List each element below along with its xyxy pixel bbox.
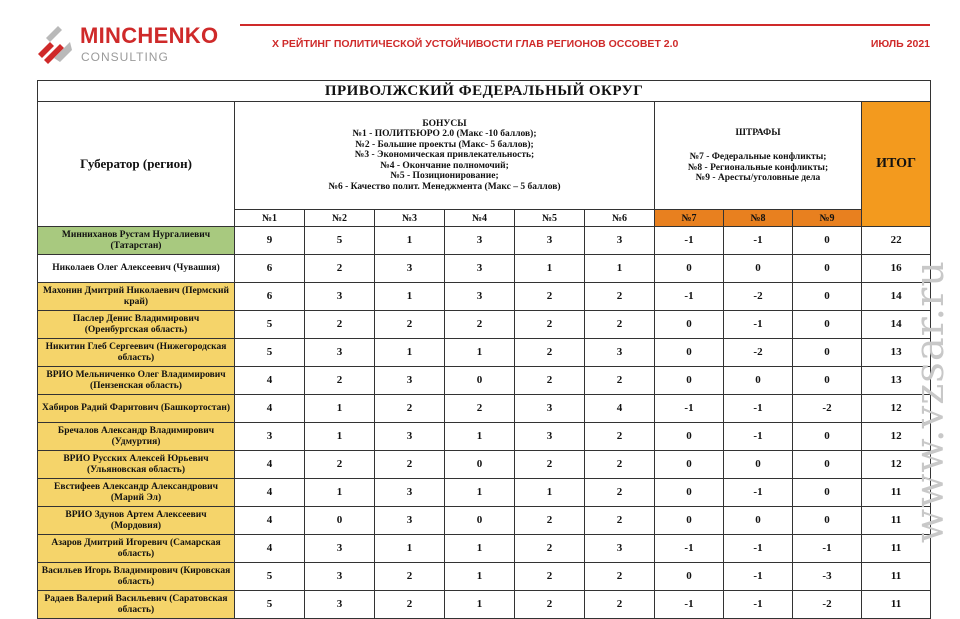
bonus-line: №1 - ПОЛИТБЮРО 2.0 (Макс -10 баллов); — [352, 129, 537, 140]
column-header-1: №1 — [235, 210, 305, 227]
score-cell: 3 — [515, 227, 585, 255]
table-row — [38, 255, 931, 283]
score-cell: 0 — [445, 367, 515, 395]
score-cell: 3 — [515, 423, 585, 451]
fine-line: №9 - Аресты/уголовные дела — [695, 172, 821, 183]
table-row — [38, 479, 931, 507]
score-cell: 2 — [305, 255, 375, 283]
score-cell: 4 — [235, 479, 305, 507]
score-cell: 0 — [793, 227, 862, 255]
fine-title: ШТРАФЫ — [735, 127, 781, 138]
score-cell: -1 — [724, 227, 793, 255]
score-cell: 2 — [515, 535, 585, 563]
score-cell: 1 — [445, 563, 515, 591]
score-cell: 0 — [793, 283, 862, 311]
score-cell: 4 — [235, 367, 305, 395]
score-cell: 4 — [235, 451, 305, 479]
score-cell: 1 — [445, 423, 515, 451]
fine-line: №7 - Федеральные конфликты; — [689, 152, 827, 163]
bonus-line: №4 - Окончание полномочий; — [380, 160, 509, 171]
score-cell: -1 — [724, 311, 793, 339]
score-cell: 0 — [655, 311, 724, 339]
score-cell: -2 — [793, 395, 862, 423]
district-title: ПРИВОЛЖСКИЙ ФЕДЕРАЛЬНЫЙ ОКРУГ — [38, 81, 931, 102]
score-cell: 3 — [445, 227, 515, 255]
score-cell: 2 — [515, 563, 585, 591]
score-cell: 0 — [655, 255, 724, 283]
table-row — [38, 395, 931, 423]
score-cell: 5 — [235, 339, 305, 367]
score-cell: 3 — [305, 591, 375, 619]
governor-name: ВРИО Мельниченко Олег Владимирович (Пензенская область) — [38, 367, 235, 395]
score-cell: 2 — [375, 395, 445, 423]
score-cell: 1 — [445, 479, 515, 507]
score-cell: 3 — [445, 255, 515, 283]
score-cell: -1 — [655, 591, 724, 619]
total-cell: 11 — [862, 507, 931, 535]
fine-header — [655, 102, 862, 210]
bonus-header — [235, 102, 655, 210]
score-cell: 3 — [375, 367, 445, 395]
score-cell: 0 — [655, 451, 724, 479]
score-cell: 1 — [375, 283, 445, 311]
bonus-line: №3 - Экономическая привлекательность; — [354, 150, 535, 161]
table-row — [38, 367, 931, 395]
score-cell: 2 — [445, 311, 515, 339]
score-cell: 5 — [305, 227, 375, 255]
score-cell: 2 — [445, 395, 515, 423]
score-cell: 3 — [375, 423, 445, 451]
score-cell: 3 — [515, 395, 585, 423]
score-cell: 2 — [305, 451, 375, 479]
bonus-line: №5 - Позиционирование; — [390, 171, 499, 182]
score-cell: 5 — [235, 311, 305, 339]
governor-name: Евстифеев Александр Александрович (Марий Эл) — [38, 479, 235, 507]
column-header-9: №9 — [793, 210, 862, 227]
governor-name: Радаев Валерий Васильевич (Саратовская область) — [38, 591, 235, 619]
score-cell: 2 — [515, 283, 585, 311]
total-cell: 16 — [862, 255, 931, 283]
score-cell: 2 — [585, 507, 655, 535]
column-header-7: №7 — [655, 210, 724, 227]
table-row — [38, 283, 931, 311]
score-cell: -3 — [793, 563, 862, 591]
score-cell: 2 — [585, 591, 655, 619]
column-header-4: №4 — [445, 210, 515, 227]
score-cell: 4 — [235, 395, 305, 423]
score-cell: 2 — [375, 311, 445, 339]
score-cell: 5 — [235, 591, 305, 619]
score-cell: 1 — [445, 339, 515, 367]
governor-column-header: Губератор (регион) — [38, 102, 235, 227]
minchenko-logo-icon — [36, 24, 76, 64]
score-cell: 3 — [375, 507, 445, 535]
governor-name: Хабиров Радий Фаритович (Башкортостан) — [38, 395, 235, 423]
score-cell: 3 — [375, 255, 445, 283]
score-cell: 1 — [375, 227, 445, 255]
total-cell: 13 — [862, 339, 931, 367]
score-cell: 2 — [585, 311, 655, 339]
score-cell: -1 — [655, 395, 724, 423]
score-cell: 2 — [585, 283, 655, 311]
score-cell: 0 — [724, 451, 793, 479]
score-cell: -2 — [724, 339, 793, 367]
score-cell: -1 — [724, 423, 793, 451]
score-cell: 0 — [724, 255, 793, 283]
column-header-3: №3 — [375, 210, 445, 227]
table-row — [38, 563, 931, 591]
report-title: X РЕЙТИНГ ПОЛИТИЧЕСКОЙ УСТОЙЧИВОСТИ ГЛАВ РЕГИОНОВ ОССОВЕТ 2.0 — [272, 38, 679, 50]
score-cell: 0 — [793, 423, 862, 451]
table-row — [38, 227, 931, 255]
score-cell: 2 — [585, 451, 655, 479]
column-header-6: №6 — [585, 210, 655, 227]
governor-name: Азаров Дмитрий Игоревич (Самарская область) — [38, 535, 235, 563]
total-cell: 11 — [862, 535, 931, 563]
score-cell: 1 — [515, 479, 585, 507]
bonus-title: БОНУСЫ — [422, 118, 467, 129]
score-cell: 2 — [515, 507, 585, 535]
score-cell: 9 — [235, 227, 305, 255]
score-cell: -1 — [724, 591, 793, 619]
score-cell: 6 — [235, 283, 305, 311]
total-column-header: ИТОГ — [862, 102, 931, 227]
score-cell: 4 — [235, 507, 305, 535]
governor-name: Минниханов Рустам Нургалиевич (Татарстан) — [38, 227, 235, 255]
page-header — [0, 0, 960, 80]
score-cell: 3 — [305, 283, 375, 311]
total-cell: 14 — [862, 311, 931, 339]
total-cell: 11 — [862, 563, 931, 591]
governor-name: Никитин Глеб Сергеевич (Нижегородская область) — [38, 339, 235, 367]
score-cell: 0 — [793, 339, 862, 367]
score-cell: 0 — [655, 507, 724, 535]
score-cell: 0 — [445, 507, 515, 535]
report-date: ИЮЛЬ 2021 — [870, 38, 930, 50]
score-cell: 2 — [305, 311, 375, 339]
score-cell: -1 — [655, 535, 724, 563]
score-cell: 3 — [305, 339, 375, 367]
governor-name: Бречалов Александр Владимирович (Удмуртия) — [38, 423, 235, 451]
score-cell: 1 — [305, 395, 375, 423]
score-cell: 3 — [585, 535, 655, 563]
brand-subtitle: CONSULTING — [81, 50, 169, 64]
score-cell: 1 — [305, 479, 375, 507]
score-cell: 0 — [655, 339, 724, 367]
score-cell: 0 — [793, 479, 862, 507]
governor-name: ВРИО Русских Алексей Юрьевич (Ульяновская область) — [38, 451, 235, 479]
score-cell: 2 — [375, 451, 445, 479]
total-cell: 22 — [862, 227, 931, 255]
total-cell: 13 — [862, 367, 931, 395]
score-cell: 0 — [793, 367, 862, 395]
score-cell: -1 — [793, 535, 862, 563]
table-row — [38, 507, 931, 535]
score-cell: 2 — [375, 591, 445, 619]
site-watermark: www.vzsar.ru — [907, 260, 953, 544]
total-cell: 11 — [862, 591, 931, 619]
table-row — [38, 423, 931, 451]
score-cell: 1 — [585, 255, 655, 283]
fine-line: №8 - Региональные конфликты; — [687, 162, 829, 173]
score-cell: 3 — [585, 227, 655, 255]
score-cell: 1 — [375, 535, 445, 563]
score-cell: 2 — [585, 479, 655, 507]
score-cell: 0 — [793, 255, 862, 283]
column-header-2: №2 — [305, 210, 375, 227]
score-cell: 2 — [515, 311, 585, 339]
governor-name: Васильев Игорь Владимирович (Кировская область) — [38, 563, 235, 591]
score-cell: 0 — [655, 479, 724, 507]
score-cell: 0 — [655, 563, 724, 591]
total-cell: 12 — [862, 395, 931, 423]
score-cell: -1 — [724, 479, 793, 507]
score-cell: 2 — [515, 367, 585, 395]
score-cell: 3 — [445, 283, 515, 311]
score-cell: 3 — [305, 563, 375, 591]
score-cell: 1 — [375, 339, 445, 367]
table-row — [38, 311, 931, 339]
score-cell: -2 — [793, 591, 862, 619]
rating-table — [37, 80, 931, 619]
score-cell: 1 — [445, 591, 515, 619]
table-row — [38, 451, 931, 479]
score-cell: 2 — [585, 563, 655, 591]
governor-name: Паслер Денис Владимирович (Оренбургская область) — [38, 311, 235, 339]
table-row — [38, 339, 931, 367]
column-header-8: №8 — [724, 210, 793, 227]
governor-name: Махонин Дмитрий Николаевич (Пермский край) — [38, 283, 235, 311]
brand-name: MINCHENKO — [80, 23, 219, 48]
score-cell: 0 — [793, 451, 862, 479]
score-cell: 0 — [655, 367, 724, 395]
total-cell: 11 — [862, 479, 931, 507]
score-cell: 6 — [235, 255, 305, 283]
total-cell: 12 — [862, 451, 931, 479]
score-cell: 2 — [585, 423, 655, 451]
total-cell: 14 — [862, 283, 931, 311]
header-divider — [240, 24, 930, 26]
column-header-5: №5 — [515, 210, 585, 227]
score-cell: 0 — [793, 507, 862, 535]
score-cell: 1 — [305, 423, 375, 451]
score-cell: 1 — [515, 255, 585, 283]
score-cell: 3 — [585, 339, 655, 367]
score-cell: 3 — [235, 423, 305, 451]
score-cell: 1 — [445, 535, 515, 563]
score-cell: 2 — [515, 339, 585, 367]
governor-name: Николаев Олег Алексеевич (Чувашия) — [38, 255, 235, 283]
score-cell: 3 — [305, 535, 375, 563]
score-cell: -1 — [655, 283, 724, 311]
score-cell: -1 — [724, 535, 793, 563]
score-cell: 0 — [724, 367, 793, 395]
score-cell: 0 — [655, 423, 724, 451]
score-cell: 2 — [515, 591, 585, 619]
governor-name: ВРИО Здунов Артем Алексеевич (Мордовия) — [38, 507, 235, 535]
score-cell: 2 — [305, 367, 375, 395]
score-cell: 2 — [375, 563, 445, 591]
score-cell: 4 — [235, 535, 305, 563]
score-cell: 0 — [793, 311, 862, 339]
score-cell: 0 — [305, 507, 375, 535]
bonus-line: №6 - Качество полит. Менеджмента (Макс – 5 баллов) — [328, 181, 561, 192]
score-cell: -1 — [724, 395, 793, 423]
table-row — [38, 535, 931, 563]
score-cell: 2 — [515, 451, 585, 479]
score-cell: 3 — [375, 479, 445, 507]
total-cell: 12 — [862, 423, 931, 451]
score-cell: 2 — [585, 367, 655, 395]
score-cell: 4 — [585, 395, 655, 423]
score-cell: -1 — [724, 563, 793, 591]
bonus-line: №2 - Большие проекты (Макс- 5 баллов); — [355, 139, 534, 150]
score-cell: -1 — [655, 227, 724, 255]
score-cell: 5 — [235, 563, 305, 591]
table-row — [38, 591, 931, 619]
score-cell: -2 — [724, 283, 793, 311]
score-cell: 0 — [724, 507, 793, 535]
score-cell: 0 — [445, 451, 515, 479]
